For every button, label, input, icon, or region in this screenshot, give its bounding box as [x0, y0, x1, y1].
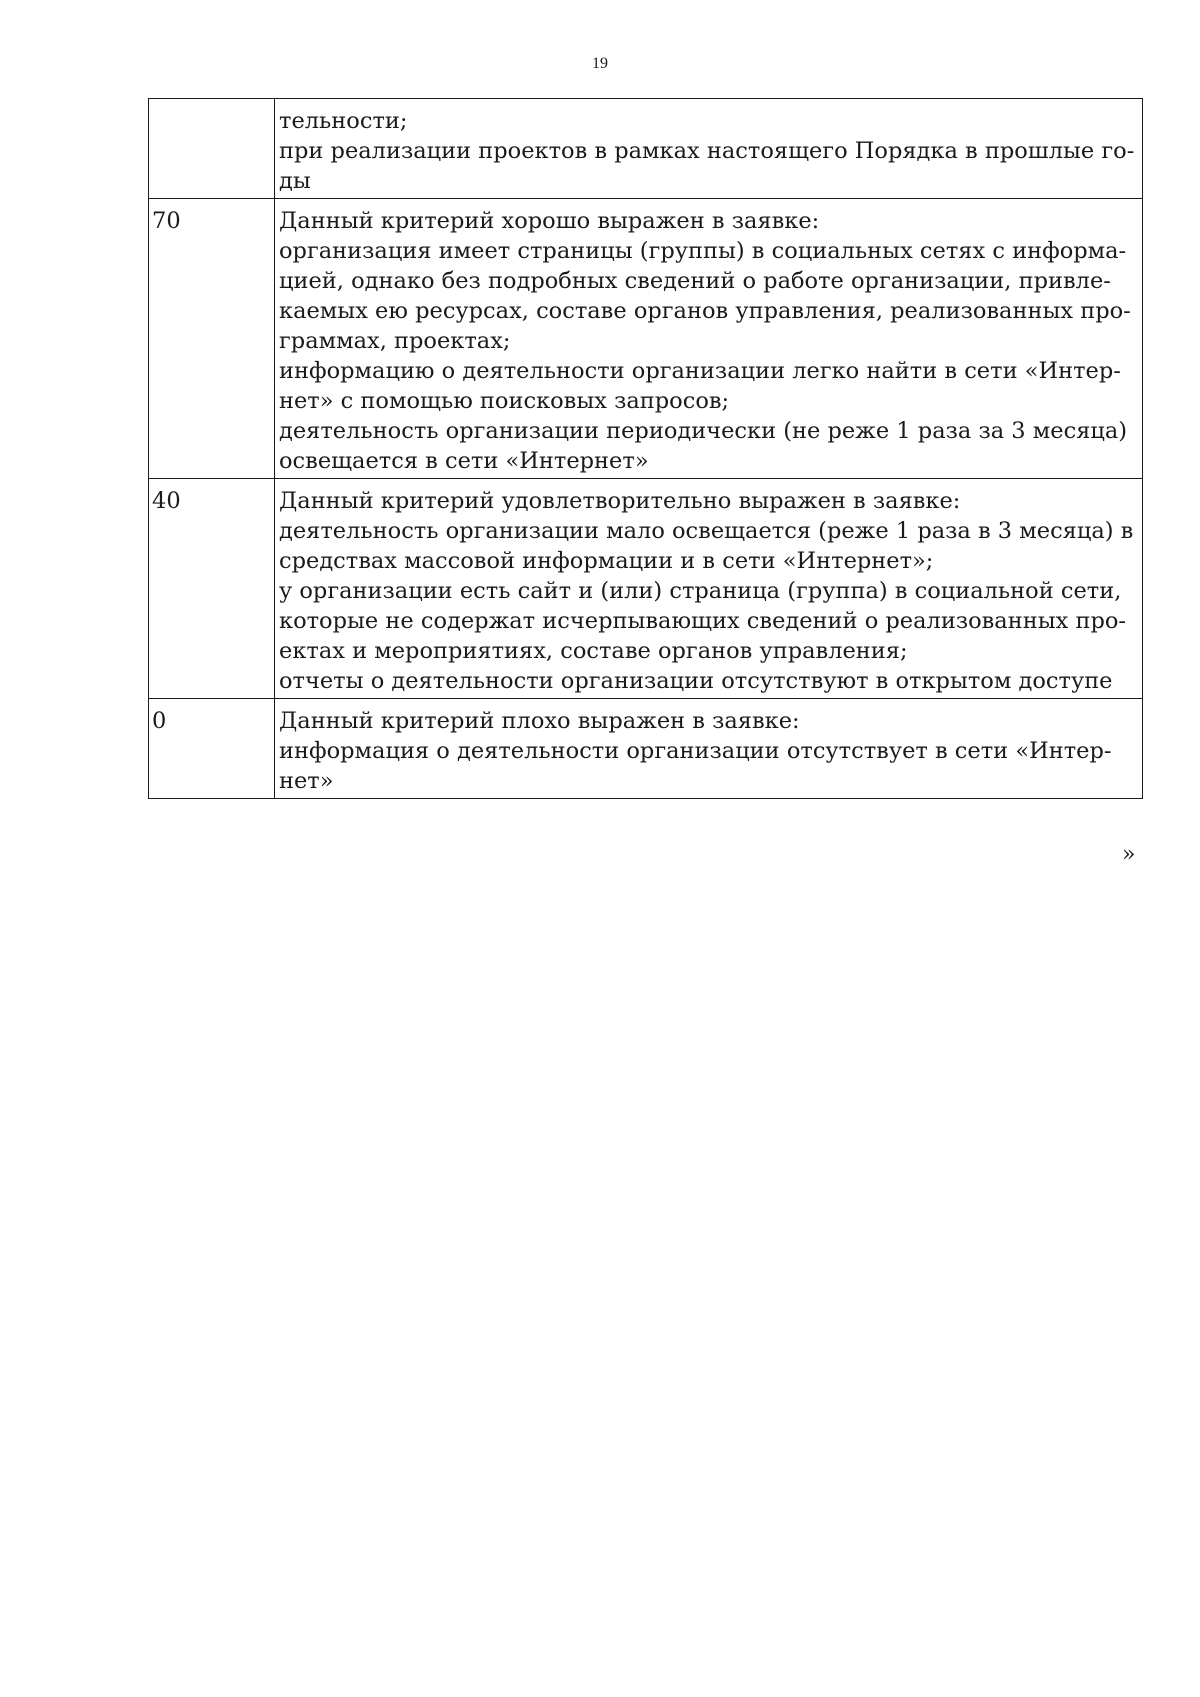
description-line: нет» с помощью поисковых запросов; — [279, 388, 730, 414]
description-line: информацию о деятельности организации легко найти в сети «Интер- — [279, 358, 1121, 384]
description-line: при реализации проектов в рамках настоящего Порядка в прошлые го- — [279, 138, 1135, 164]
description-line: средствах массовой информации и в сети «Интернет»; — [279, 548, 934, 574]
description-line: у организации есть сайт и (или) страница (группа) в социальной сети, — [279, 578, 1122, 604]
score-cell: 40 — [149, 479, 275, 699]
criteria-row — [149, 699, 1143, 799]
criteria-row — [149, 199, 1143, 479]
description-cell — [275, 99, 1143, 199]
description-line: ектах и мероприятиях, составе органов управления; — [279, 638, 908, 664]
description-line: нет» — [279, 768, 334, 794]
description-line: тельности; — [279, 108, 408, 134]
description-line: ды — [279, 168, 311, 194]
description-line: Данный критерий хорошо выражен в заявке: — [279, 208, 820, 234]
description-line: деятельность организации периодически (не реже 1 раза за 3 месяца) — [279, 418, 1128, 444]
criteria-row — [149, 479, 1143, 699]
description-line: граммах, проектах; — [279, 328, 511, 354]
closing-quote: » — [1122, 842, 1136, 867]
score-cell: 0 — [149, 699, 275, 799]
description-line: Данный критерий удовлетворительно выражен в заявке: — [279, 488, 961, 514]
description-cell — [275, 699, 1143, 799]
description-line: которые не содержат исчерпывающих сведений о реализованных про- — [279, 608, 1127, 634]
description-line: Данный критерий плохо выражен в заявке: — [279, 708, 800, 734]
score-cell — [149, 99, 275, 199]
description-line: освещается в сети «Интернет» — [279, 448, 649, 474]
criteria-row — [149, 99, 1143, 199]
description-line: информация о деятельности организации отсутствует в сети «Интер- — [279, 738, 1112, 764]
description-line: каемых ею ресурсах, составе органов управления, реализованных про- — [279, 298, 1131, 324]
description-line: цией, однако без подробных сведений о работе организации, привле- — [279, 268, 1111, 294]
score-cell: 70 — [149, 199, 275, 479]
description-line: деятельность организации мало освещается (реже 1 раза в 3 месяца) в — [279, 518, 1134, 544]
description-cell — [275, 479, 1143, 699]
description-cell — [275, 199, 1143, 479]
page-number: 19 — [592, 55, 608, 72]
description-line: организация имеет страницы (группы) в социальных сетях с информа- — [279, 238, 1127, 264]
criteria-table — [148, 98, 1143, 799]
description-line: отчеты о деятельности организации отсутствуют в открытом доступе — [279, 668, 1113, 694]
